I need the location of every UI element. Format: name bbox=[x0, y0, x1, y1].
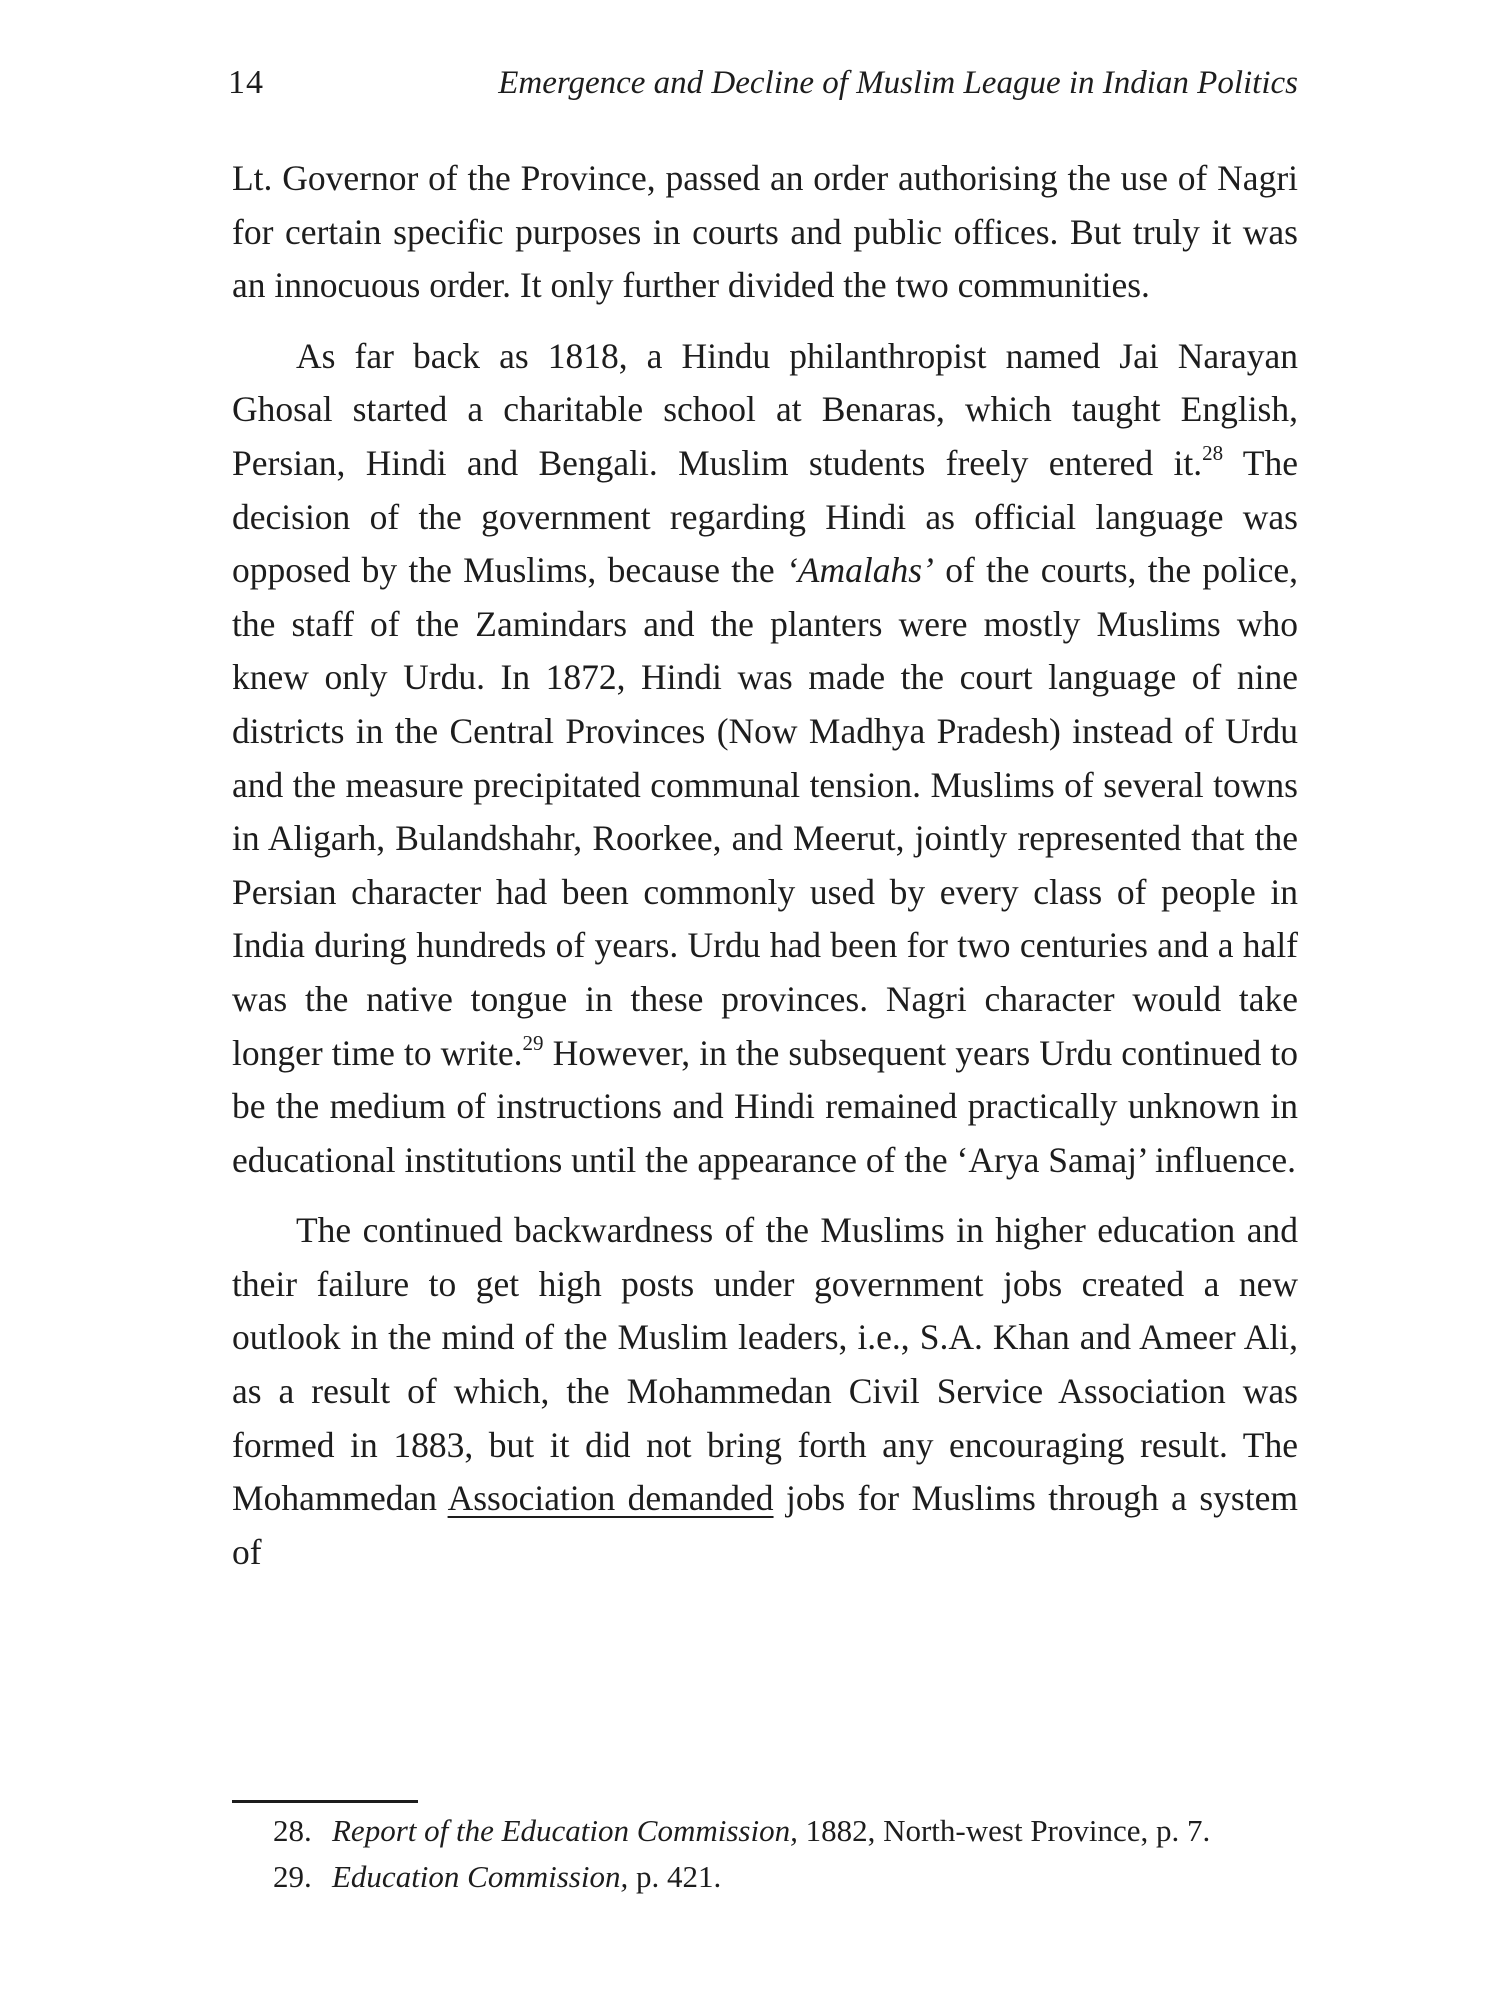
underlined-phrase: Association demanded bbox=[447, 1478, 774, 1519]
paragraph-3 bbox=[232, 1204, 1298, 1579]
footnote-ref-29[interactable]: 29 bbox=[522, 1030, 544, 1055]
amalahs-term: ‘Amalahs’ bbox=[785, 550, 934, 591]
footnote-divider bbox=[232, 1800, 418, 1803]
page-number: 14 bbox=[228, 64, 264, 101]
footnote-28 bbox=[232, 1808, 1298, 1854]
paragraph-3-part-a: The continued backwardness of the Muslims in higher education and their failure to get high posts under government jobs created a new outlook in the mind of the Muslim leaders, i.e., S.A. Khan and Ameer Ali, as a result of which, the Mohammedan Civil Service Association was formed in 1883, but it did not bring forth any encouraging result. The Mohammedan bbox=[232, 1210, 1298, 1519]
footnote-ref-28[interactable]: 28 bbox=[1202, 440, 1224, 465]
footnote-source-title: Report of the Education Commission, bbox=[332, 1813, 798, 1848]
paragraph-2-part-c: of the courts, the police, the staff of the Zamindars and the planters were mostly Muslims who knew only Urdu. In 1872, Hindi was made the court language of nine districts in the Central Provinces (Now Madhya Pradesh) instead of Urdu and the measure precipitated communal tension. Muslims of several towns in Aligarh, Bulandshahr, Roorkee, and Meerut, jointly represented that the Persian character had been commonly used by every class of people in India during hundreds of years. Urdu had been for two centuries and a half was the native tongue in these provinces. Nagri character would take longer time to write. bbox=[232, 550, 1299, 1073]
paragraph-1: Lt. Governor of the Province, passed an order authorising the use of Nagri for certain specific purposes in courts and public offices. But truly it was an innocuous order. It only further divided the two communities. bbox=[232, 158, 1298, 306]
footnote-number: 29. bbox=[273, 1859, 312, 1894]
paragraph-2 bbox=[232, 330, 1298, 1188]
footnote-number: 28. bbox=[273, 1813, 312, 1848]
paragraph-2-part-d: However, in the subsequent years Urdu continued to be the medium of instructions and Hindi remained practically unknown in educational institutions until the appearance of the ‘Arya Samaj’ influence. bbox=[232, 1032, 1299, 1180]
footnote-source-title: Education Commission, bbox=[332, 1859, 629, 1894]
body-text bbox=[232, 152, 1298, 1579]
footnote-detail: p. 421. bbox=[628, 1859, 722, 1894]
footnote-29 bbox=[232, 1854, 1298, 1900]
paragraph-2-part-b: The decision of the government regarding Hindi as official language was opposed by the Muslims, because the bbox=[232, 442, 1298, 591]
paragraph-3-part-b: jobs for Muslims through a system of bbox=[232, 1478, 1298, 1572]
footnote-detail: 1882, North-west Province, p. 7. bbox=[797, 1813, 1211, 1848]
paragraph-2-part-a: As far back as 1818, a Hindu philanthropist named Jai Narayan Ghosal started a charitable school at Benaras, which taught English, Persian, Hindi and Bengali. Muslim students freely entered it. bbox=[232, 335, 1298, 483]
footnotes bbox=[232, 1808, 1298, 1900]
running-head bbox=[228, 58, 1298, 118]
running-title: Emergence and Decline of Muslim League in Indian Politics bbox=[498, 65, 1298, 101]
